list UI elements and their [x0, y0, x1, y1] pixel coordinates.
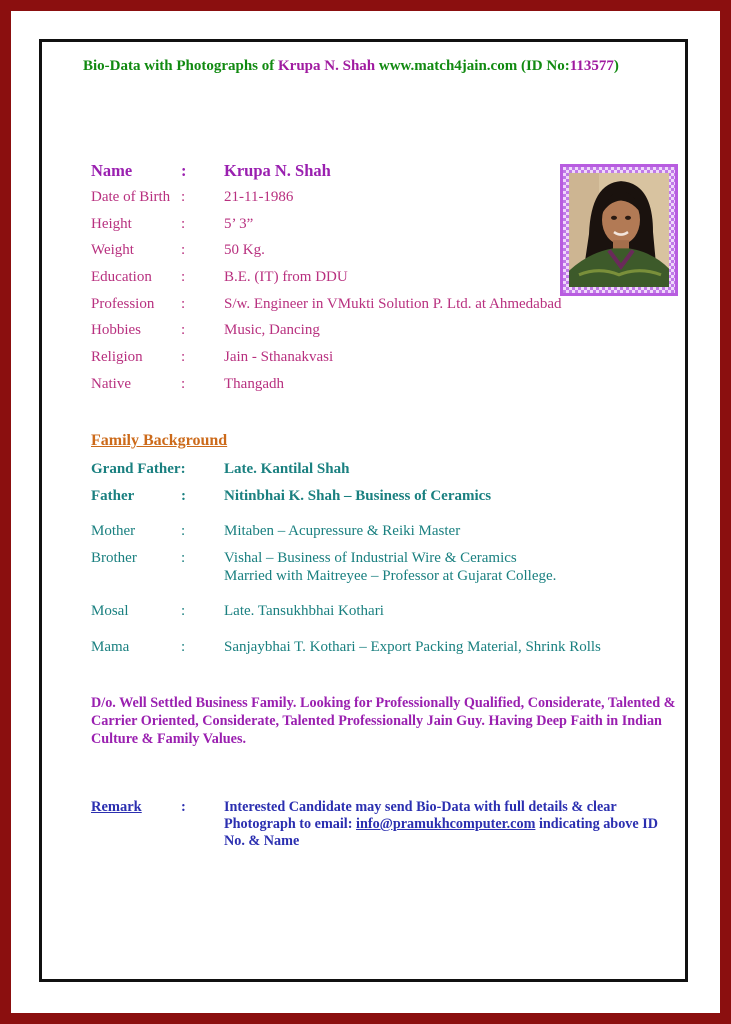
profile-photo: [569, 173, 669, 287]
label-religion: Religion: [91, 349, 143, 365]
colon: :: [181, 376, 186, 392]
label-weight: Weight: [91, 242, 134, 258]
email-link[interactable]: info@pramukhcomputer.com: [356, 816, 536, 832]
value-hobbies: Music, Dancing: [224, 322, 320, 338]
colon: :: [181, 639, 186, 655]
label-grand-father: Grand Father:: [91, 461, 186, 477]
colon: :: [181, 523, 186, 539]
label-mosal: Mosal: [91, 603, 129, 619]
label-native: Native: [91, 376, 131, 392]
remark-text-after: indicating above ID No. & Name: [224, 816, 658, 849]
title-site: www.match4jain.com: [378, 58, 518, 74]
label-mama: Mama: [91, 639, 130, 655]
remark-text-before: Interested Candidate may send Bio-Data with full details & clear Photograph to email:: [224, 799, 617, 832]
remark-text: [224, 799, 674, 850]
colon: :: [181, 161, 187, 180]
colon: :: [181, 322, 186, 338]
colon: :: [181, 216, 186, 232]
value-grand-father: Late. Kantilal Shah: [224, 461, 350, 477]
value-education: B.E. (IT) from DDU: [224, 269, 348, 285]
colon: :: [181, 242, 186, 258]
colon: :: [181, 488, 186, 504]
colon: :: [181, 550, 186, 566]
person-photo-icon: [569, 173, 669, 287]
value-brother: Vishal – Business of Industrial Wire & Ceramics: [224, 550, 517, 566]
value-mother: Mitaben – Acupressure & Reiki Master: [224, 523, 461, 539]
label-name: Name: [91, 161, 133, 180]
label-hobbies: Hobbies: [91, 322, 141, 338]
value-mama: Sanjaybhai T. Kothari – Export Packing Material, Shrink Rolls: [224, 639, 601, 655]
colon: :: [181, 269, 186, 285]
value-brother-line2: Married with Maitreyee – Professor at Gujarat College.: [224, 568, 557, 584]
profile-photo-frame: [560, 164, 678, 296]
value-religion: Jain - Sthanakvasi: [224, 349, 334, 365]
colon: :: [181, 349, 186, 365]
description-paragraph: D/o. Well Settled Business Family. Looking for Professionally Qualified, Considerate, Talented & Carrier Oriented, Considerate, Talented Professionally Jain Guy. Having Deep Faith in Indian Culture & Family Values.: [91, 695, 676, 747]
remark-label: Remark: [91, 799, 142, 815]
value-date-of-birth: 21-11-1986: [224, 189, 294, 205]
value-native: Thangadh: [224, 376, 284, 392]
label-profession: Profession: [91, 296, 155, 312]
label-date-of-birth: Date of Birth: [91, 189, 171, 205]
section-title-family: Family Background: [91, 432, 228, 449]
label-education: Education: [91, 269, 152, 285]
colon: :: [181, 296, 186, 312]
value-name: Krupa N. Shah: [224, 161, 331, 180]
value-father: Nitinbhai K. Shah – Business of Ceramics: [224, 488, 492, 504]
value-weight: 50 Kg.: [224, 242, 265, 258]
title-id-prefix: (ID No:: [520, 58, 570, 74]
colon: :: [181, 603, 186, 619]
value-height: 5’ 3”: [224, 216, 254, 232]
title-prefix: Bio-Data with Photographs of: [83, 58, 275, 74]
title-id: 113577: [569, 58, 614, 74]
title-id-suffix: ): [613, 58, 619, 74]
value-profession: S/w. Engineer in VMukti Solution P. Ltd. at Ahmedabad: [224, 296, 562, 312]
label-father: Father: [91, 488, 135, 504]
label-mother: Mother: [91, 523, 136, 539]
colon: :: [181, 189, 186, 205]
remark-colon: :: [181, 799, 186, 815]
value-mosal: Late. Tansukhbhai Kothari: [224, 603, 384, 619]
label-brother: Brother: [91, 550, 137, 566]
title-name: Krupa N. Shah: [278, 58, 376, 74]
label-height: Height: [91, 216, 132, 232]
page-title: [83, 58, 619, 75]
